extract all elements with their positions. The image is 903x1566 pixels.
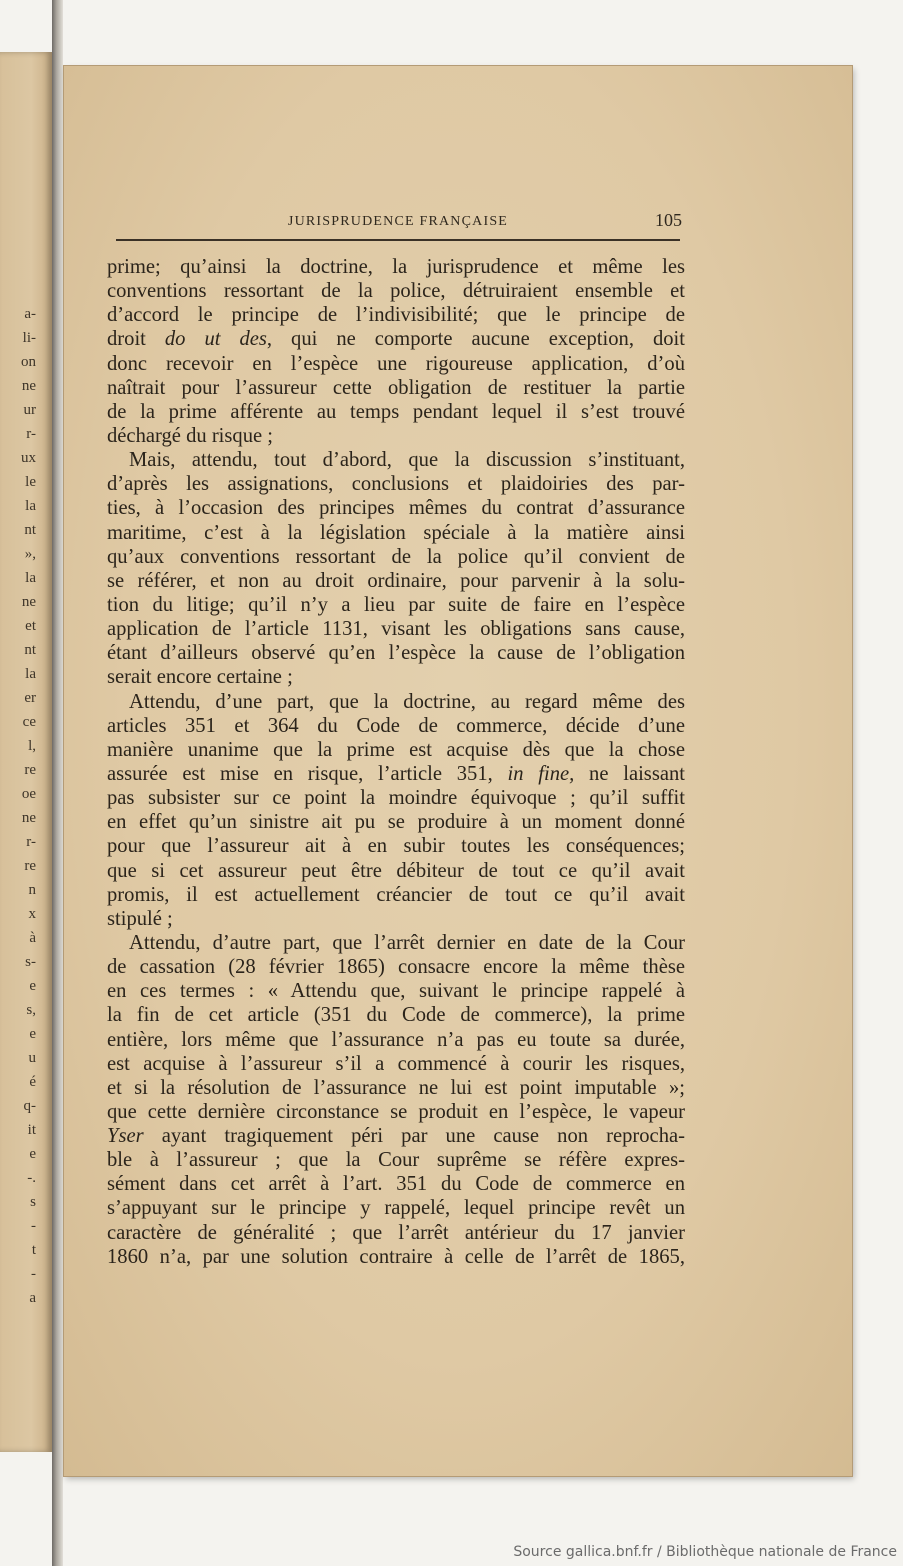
previous-page-fragment: la — [25, 498, 36, 514]
previous-page-fragment: li- — [22, 330, 36, 346]
previous-page-fragment: oe — [21, 786, 36, 802]
previous-page-fragment: la — [25, 666, 36, 682]
previous-page-fragment: le — [25, 474, 36, 490]
text-line: stipulé ; — [107, 907, 173, 930]
text-run: ayant tragiquement péri par une cause non reprocha- — [143, 1125, 685, 1148]
text-line: Mais, attendu, tout d’abord, que la discussion s’instituant, — [129, 449, 685, 472]
previous-page-fragment: - — [31, 1266, 36, 1282]
previous-page-fragment: é — [29, 1074, 36, 1090]
text-line — [107, 762, 685, 786]
source-credit: Source gallica.bnf.fr / Bibliothèque nationale de France — [513, 1544, 897, 1560]
previous-page-fragment: à — [29, 930, 36, 946]
previous-page-fragment: et — [25, 618, 36, 634]
text-line: est acquise à l’assureur s’il a commencé à courir les risques, — [107, 1052, 685, 1075]
previous-page-fragment: ne — [21, 378, 36, 394]
text-line: ble à l’assureur ; que la Cour suprême se réfère expres- — [107, 1149, 685, 1172]
text-line: serait encore certaine ; — [107, 666, 293, 689]
previous-page-fragment: on — [21, 354, 36, 370]
text-line: articles 351 et 364 du Code de commerce, décide d’une — [107, 714, 685, 737]
text-line: s’appuyant sur le principe y rappelé, lequel principe revêt un — [107, 1197, 685, 1220]
previous-page-fragment: nt — [24, 522, 36, 538]
text-line: conventions ressortant de la police, détruiraient ensemble et — [107, 280, 685, 303]
text-line: tion du litige; qu’il n’y a lieu par suite de faire en l’espèce — [107, 593, 685, 616]
previous-page-fragment: s, — [26, 1002, 36, 1018]
text-run: assurée est mise en risque, l’article 351, — [107, 762, 508, 785]
text-line: promis, il est actuellement créancier de tout ce qu’il avait — [107, 883, 685, 906]
previous-page-fragment: u — [28, 1050, 36, 1066]
running-title: JURISPRUDENCE FRANÇAISE — [287, 214, 509, 229]
previous-page-fragment: er — [24, 690, 36, 706]
previous-page-fragment: e — [29, 1026, 36, 1042]
body-text — [107, 255, 685, 1269]
previous-page-fragment: e — [29, 1146, 36, 1162]
text-line: entière, lors même que l’assurance n’a pas eu toute sa durée, — [107, 1028, 685, 1051]
text-line: prime; qu’ainsi la doctrine, la jurisprudence et même les — [107, 256, 685, 278]
text-line — [107, 1124, 685, 1148]
text-line: pour que l’assureur ait à en subir toutes les conséquences; — [107, 835, 685, 858]
previous-page-fragment: », — [24, 546, 36, 562]
text-line: naîtrait pour l’assureur cette obligation de restituer la partie — [107, 376, 685, 399]
previous-page-fragment: q- — [23, 1098, 36, 1114]
header-rule — [116, 239, 680, 241]
text-line: qu’aux conventions ressortant de la police qu’il convient de — [107, 545, 685, 568]
previous-page-fragment: r- — [26, 426, 36, 442]
text-line: manière unanime que la prime est acquise dès que la chose — [107, 738, 685, 761]
previous-page-fragment: n — [28, 882, 36, 898]
previous-page-fragment: r- — [26, 834, 36, 850]
text-run: ne laissant — [574, 762, 685, 785]
text-line: que si cet assureur peut être débiteur de tout ce qu’il avait — [107, 859, 685, 882]
text-line: 1860 n’a, par une solution contraire à celle de l’arrêt de 1865, — [107, 1245, 685, 1268]
text-run: , qui ne comporte aucune exception, doit — [266, 328, 685, 351]
previous-page-fragment: a — [29, 1290, 36, 1306]
previous-page-fragment: re — [24, 762, 36, 778]
book-spine — [52, 0, 63, 1566]
running-head — [116, 208, 680, 238]
text-line: déchargé du risque ; — [107, 424, 274, 447]
text-line — [107, 327, 685, 351]
text-line: la fin de cet article (351 du Code de commerce), la prime — [107, 1004, 685, 1027]
text-line: étant d’ailleurs observé qu’en l’espèce la cause de l’obligation — [107, 642, 685, 665]
text-line: de cassation (28 février 1865) consacre encore la même thèse — [107, 956, 685, 979]
text-line: Attendu, d’autre part, que l’arrêt dernier en date de la Cour — [129, 931, 685, 954]
text-run: droit — [107, 328, 165, 351]
text-line: d’accord le principe de l’indivisibilité; que le principe de — [107, 304, 685, 327]
text-line: que cette dernière circonstance se produit en l’espèce, le vapeur — [107, 1100, 685, 1123]
text-line: sément dans cet arrêt à l’art. 351 du Code de commerce en — [107, 1173, 685, 1196]
previous-page-fragment: l, — [28, 738, 36, 754]
previous-page-fragment: s — [30, 1194, 36, 1210]
italic-run: Yser — [107, 1125, 144, 1148]
previous-page-fragment: ne — [21, 810, 36, 826]
previous-page-fragment: nt — [24, 642, 36, 658]
previous-page-fragment: a- — [24, 306, 36, 322]
previous-page-fragment: ur — [23, 402, 36, 418]
previous-page-fragment: -. — [27, 1170, 36, 1186]
previous-page-fragment: s- — [25, 954, 36, 970]
text-line: caractère de généralité ; que l’arrêt antérieur du 17 janvier — [107, 1221, 685, 1244]
text-line: en effet qu’un sinistre ait pu se produire à un moment donné — [107, 811, 685, 834]
text-line: en ces termes : « Attendu que, suivant le principe rappelé à — [107, 980, 685, 1003]
text-line: de la prime afférente au temps pendant lequel il s’est trouvé — [107, 400, 685, 423]
text-line: pas subsister sur ce point la moindre équivoque ; qu’il suffit — [107, 787, 685, 810]
text-line: Attendu, d’une part, que la doctrine, au regard même des — [129, 690, 685, 713]
text-line: ties, à l’occasion des principes mêmes du contrat d’assurance — [107, 497, 685, 520]
previous-page-fragment: re — [24, 858, 36, 874]
previous-page-fragment: ux — [21, 450, 36, 466]
previous-page-fragment: it — [27, 1122, 36, 1138]
text-line: et si la résolution de l’assurance ne lui est point imputable »; — [107, 1076, 685, 1099]
previous-page-fragment: la — [25, 570, 36, 586]
previous-page-fragment: ce — [22, 714, 36, 730]
text-line: maritime, c’est à la législation spéciale à la matière ainsi — [107, 521, 685, 544]
previous-page-margin-text — [0, 302, 36, 1310]
previous-page-edge — [0, 52, 52, 1452]
previous-page-fragment: ne — [21, 594, 36, 610]
previous-page-fragment: - — [31, 1218, 36, 1234]
text-line: se référer, et non au droit ordinaire, pour parvenir à la solu- — [107, 569, 685, 592]
book-page — [64, 66, 852, 1476]
italic-run: do ut des — [164, 328, 267, 351]
italic-run: in fine, — [507, 762, 575, 785]
previous-page-fragment: x — [28, 906, 36, 922]
text-line: application de l’article 1131, visant les obligations sans cause, — [107, 618, 685, 641]
text-line: donc recevoir en l’espèce une rigoureuse application, d’où — [107, 352, 685, 375]
text-line: d’après les assignations, conclusions et plaidoiries des par- — [107, 473, 685, 496]
previous-page-fragment: t — [31, 1242, 36, 1258]
previous-page-fragment: e — [29, 978, 36, 994]
page-number: 105 — [655, 210, 682, 230]
